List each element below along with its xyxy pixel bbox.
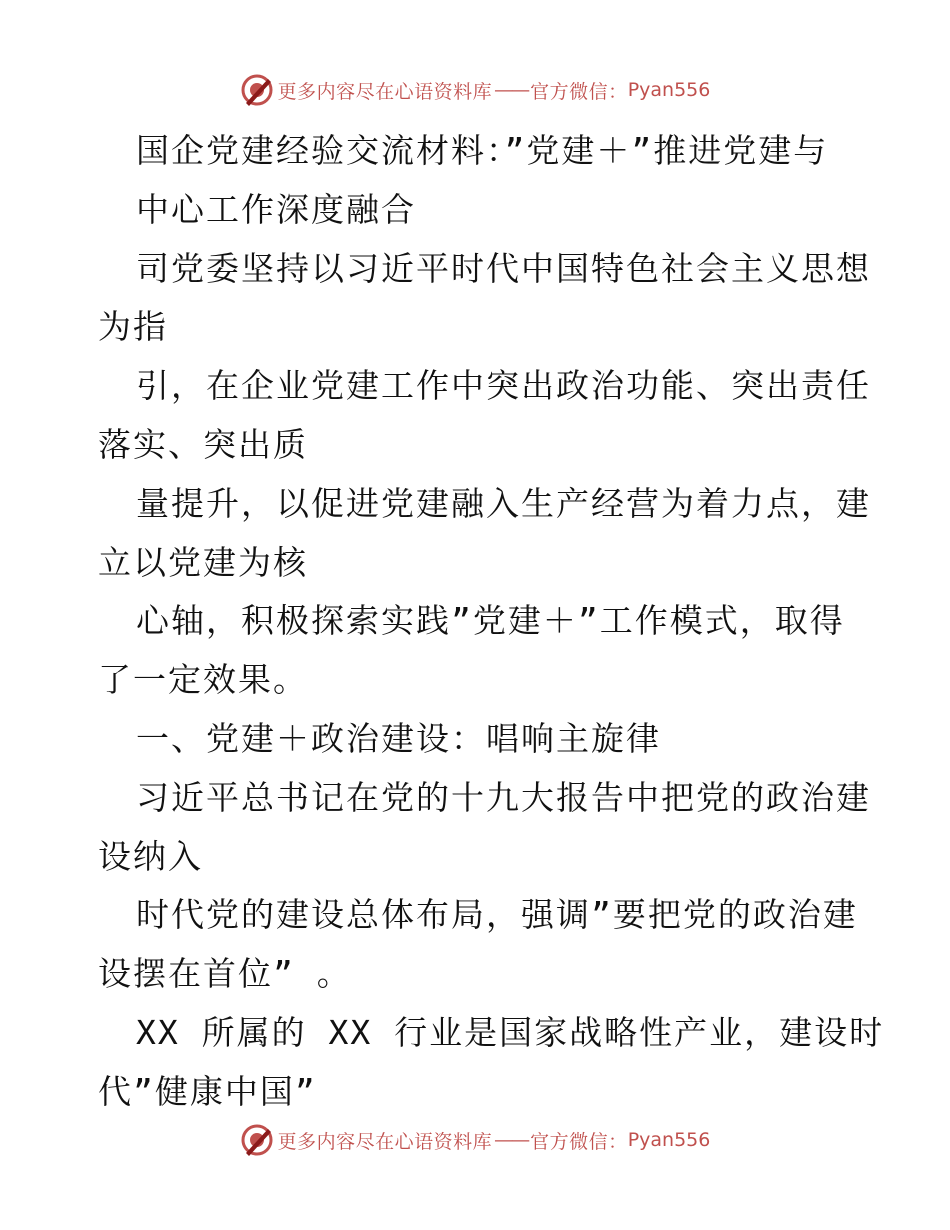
paragraph-line: 习近平总书记在党的十九大报告中把党的政治建 [136, 777, 871, 817]
red-pen-circle-logo-icon [240, 1123, 274, 1157]
paragraph-line: 代”健康中国” [98, 1071, 317, 1111]
doc-title-line-1: 国企党建经验交流材料：”党建＋”推进党建与 [136, 131, 829, 170]
paragraph-line: 引，在企业党建工作中突出政治功能、突出责任 [136, 366, 871, 406]
footer-watermark [0, 1120, 950, 1160]
watermark-dash: —— [494, 79, 529, 101]
paragraph-line: 立以党建为核 [98, 542, 308, 582]
watermark-label: 官方微信： [530, 1130, 628, 1153]
paragraph-line: 心轴，积极探索实践”党建＋”工作模式，取得 [136, 601, 845, 641]
watermark-handle: Pyan556 [627, 79, 711, 101]
paragraph-line: 设纳入 [98, 836, 203, 876]
red-pen-circle-logo-icon [240, 73, 274, 107]
watermark-handle: Pyan556 [627, 1129, 711, 1151]
paragraph-line: 时代党的建设总体布局，强调”要把党的政治建 [136, 895, 858, 935]
paragraph-line: 为指 [98, 307, 168, 347]
watermark-text: 更多内容尽在心语资料库 [277, 80, 493, 103]
header-watermark [0, 70, 950, 110]
watermark-label: 官方微信： [530, 80, 628, 103]
paragraph-line: 量提升，以促进党建融入生产经营为着力点，建 [136, 483, 871, 523]
paragraph-line: 落实、突出质 [98, 424, 308, 464]
watermark-dash: —— [494, 1129, 529, 1151]
section-heading: 一、党建＋政治建设：唱响主旋律 [136, 718, 661, 758]
paragraph-line: XX 所属的 XX 行业是国家战略性产业，建设时 [136, 1012, 885, 1052]
paragraph-line: 司党委坚持以习近平时代中国特色社会主义思想 [136, 248, 871, 288]
paragraph-line: 设摆在首位” 。 [98, 954, 352, 994]
paragraph-line: 了一定效果。 [98, 660, 308, 700]
watermark-text: 更多内容尽在心语资料库 [277, 1130, 493, 1153]
doc-title-line-2: 中心工作深度融合 [136, 189, 416, 229]
document-body [98, 122, 885, 1122]
